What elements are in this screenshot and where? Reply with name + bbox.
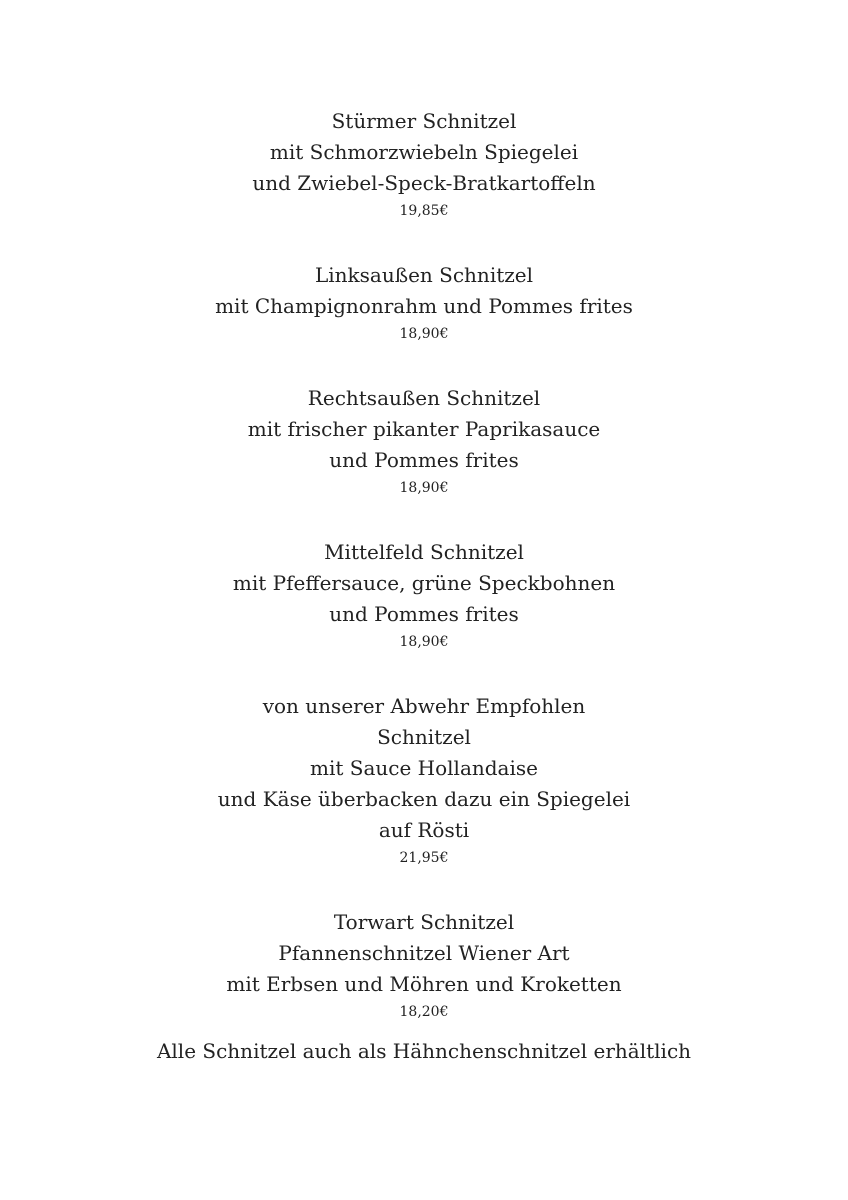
dish-price: 21,95€	[399, 850, 449, 866]
dish-description-line: mit Champignonrahm und Pommes frites	[215, 294, 633, 318]
dish-description-line: mit Erbsen und Möhren und Kroketten	[226, 972, 622, 996]
dish-description-line: und Pommes frites	[329, 602, 519, 626]
dish-description-line: mit frischer pikanter Paprikasauce	[247, 417, 601, 441]
dish-mittelfeld-schnitzel	[0, 537, 848, 653]
dish-list	[0, 106, 848, 1061]
dish-name: Stürmer Schnitzel	[331, 109, 517, 133]
dish-name: Rechtsaußen Schnitzel	[307, 386, 541, 410]
dish-name: von unserer Abwehr Empfohlen	[262, 694, 586, 718]
dish-price: 18,20€	[399, 1004, 449, 1020]
dish-description-line: mit Sauce Hollandaise	[310, 756, 538, 780]
dish-name: Torwart Schnitzel	[333, 910, 515, 934]
dish-name: Linksaußen Schnitzel	[314, 263, 534, 287]
dish-price: 18,90€	[399, 480, 449, 496]
dish-description-line: Pfannenschnitzel Wiener Art	[278, 941, 570, 965]
dish-abwehr-schnitzel	[0, 691, 848, 869]
dish-description-line: mit Schmorzwiebeln Spiegelei	[269, 140, 579, 164]
footer-note: Alle Schnitzel auch als Hähnchenschnitzel erhältlich	[156, 1039, 692, 1063]
dish-description-line: und Käse überbacken dazu ein Spiegelei	[217, 787, 631, 811]
dish-description-line: und Pommes frites	[329, 448, 519, 472]
dish-description-line: auf Rösti	[378, 818, 470, 842]
dish-linksaussen-schnitzel	[0, 260, 848, 345]
dish-price: 18,90€	[399, 634, 449, 650]
dish-rechtsaussen-schnitzel	[0, 383, 848, 499]
dish-stuermer-schnitzel	[0, 106, 848, 222]
dish-name: Mittelfeld Schnitzel	[324, 540, 524, 564]
dish-price: 18,90€	[399, 326, 449, 342]
dish-price: 19,85€	[399, 203, 449, 219]
dish-description-line: mit Pfeffersauce, grüne Speckbohnen	[232, 571, 616, 595]
dish-description-line: und Zwiebel-Speck-Bratkartoffeln	[252, 171, 596, 195]
dish-torwart-schnitzel	[0, 907, 848, 1023]
dish-name: Schnitzel	[377, 725, 471, 749]
